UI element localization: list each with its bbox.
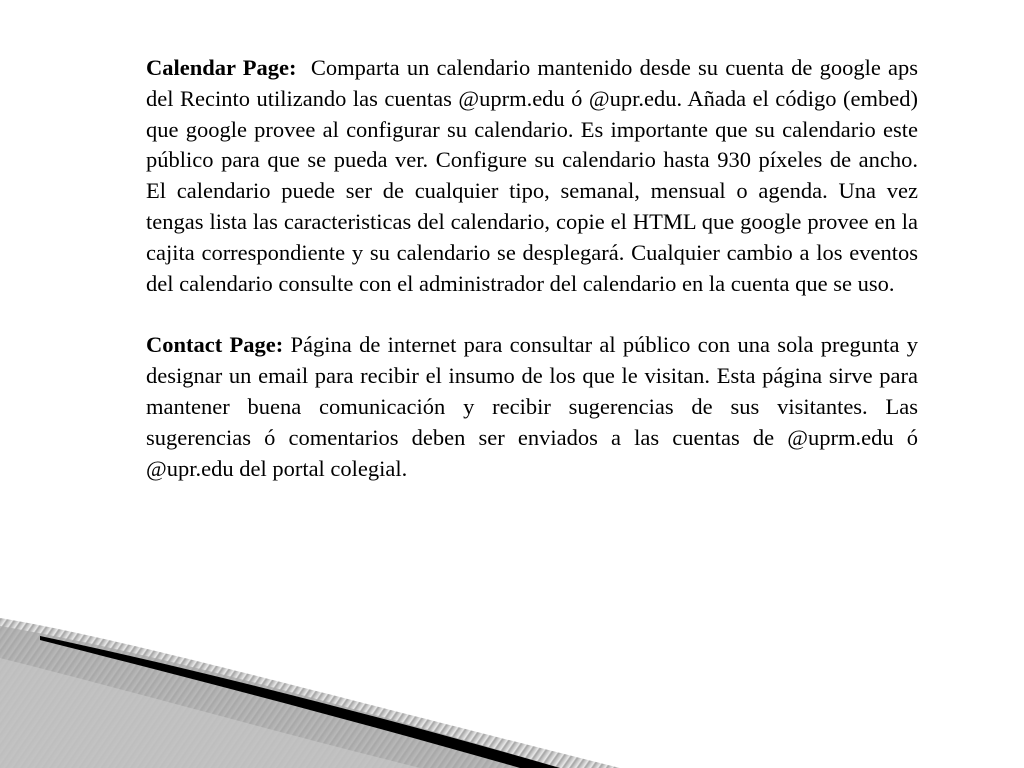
calendar-page-label: Calendar Page:: [146, 55, 297, 80]
calendar-page-paragraph: [146, 53, 918, 299]
contact-page-label: Contact Page:: [146, 332, 284, 358]
contact-page-paragraph: [146, 330, 918, 484]
slide-body: [146, 53, 918, 484]
contact-page-text: Página de internet para consultar al público con una sola pregunta y designar un email para recibir el insumo de los que le visitan. Esta página sirve para mantener buena comunicación y recibir sugerencias de sus visitantes. Las sugerencias ó comentarios deben ser enviados a las cuentas de @uprm.edu ó @upr.edu del portal colegial.: [146, 332, 919, 481]
calendar-page-text: Comparta un calendario mantenido desde su cuenta de google aps del Recinto utilizando las cuentas @uprm.edu ó @upr.edu. Añada el código (embed) que google provee al configurar su calendario. Es importante que su calendario este público para que se pueda ver. Configure su calendario hasta 930 píxeles de ancho. El calendario puede ser de cualquier tipo, semanal, mensual o agenda. Una vez tengas lista las caracteristicas del calendario, copie el HTML que google provee en la cajita correspondiente y su calendario se desplegará. Cualquier cambio a los eventos del calendario consulte con el administrador del calendario en la cuenta que se uso.: [146, 55, 918, 296]
decorative-swoosh: [0, 618, 1024, 768]
